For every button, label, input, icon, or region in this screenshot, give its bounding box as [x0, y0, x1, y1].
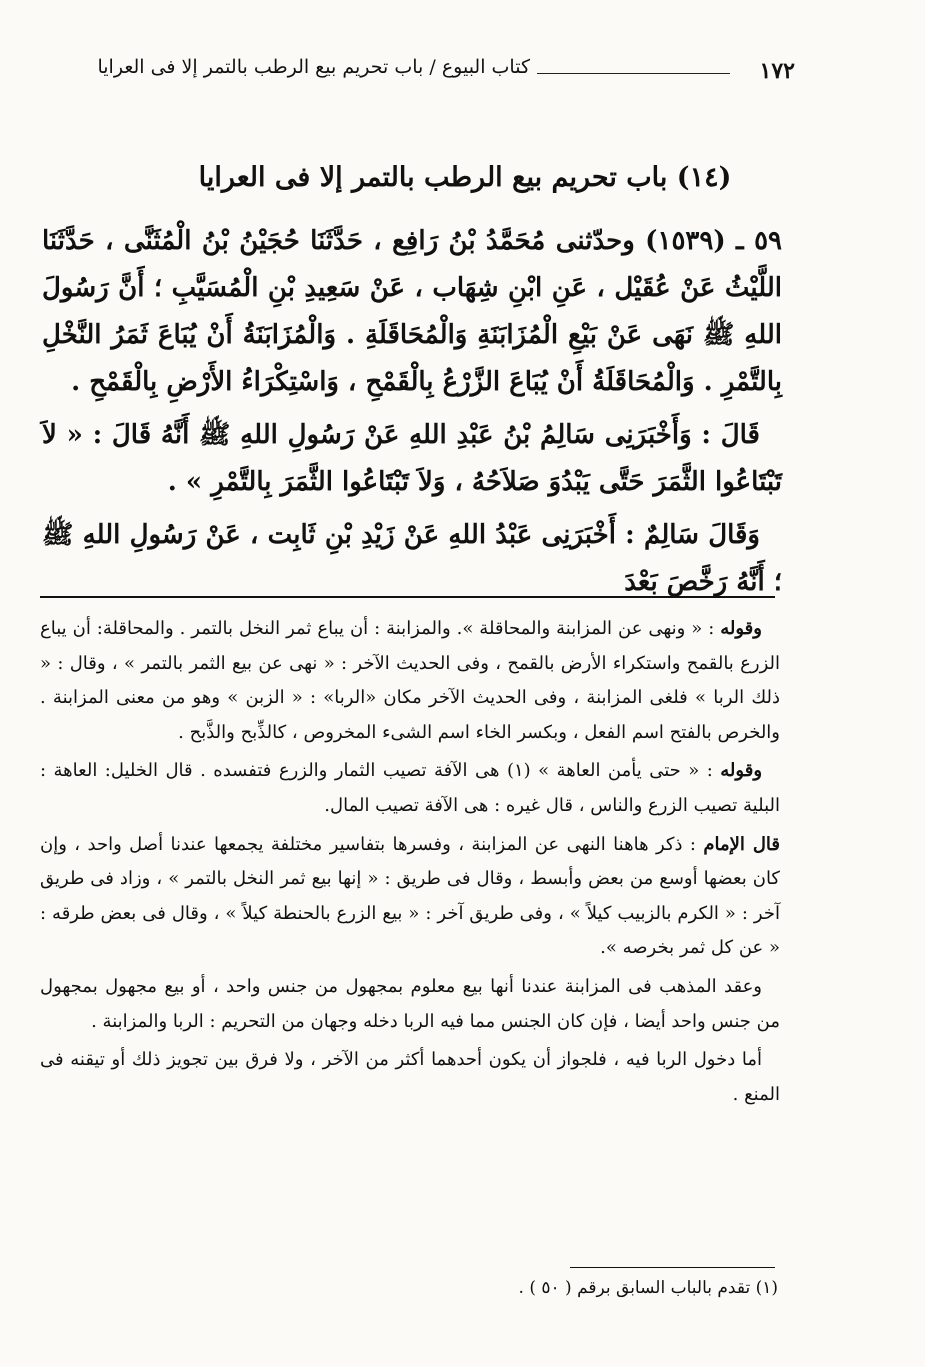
- commentary-text: : « حتى يأمن العاهة » (١) هى الآفة تصيب الثمار والزرع فتفسده . قال الخليل: العاهة : البلية تصيب الزرع والناس ، قال غيره : هى الآفة تصيب المال.: [40, 760, 780, 816]
- header-rule: [537, 73, 730, 74]
- commentary-paragraph-3: [40, 828, 780, 966]
- commentary-lead: وقوله: [720, 760, 763, 782]
- chapter-heading: (١٤) باب تحريم بيع الرطب بالتمر إلا فى العرايا: [198, 162, 732, 193]
- hadith-text: [42, 218, 782, 612]
- hadith-paragraph-3: وَقَالَ سَالِمٌ : أَخْبَرَنِى عَبْدُ اللهِ عَنْ زَيْدِ بْنِ ثَابِت ، عَنْ رَسُولِ اللهِ ﷺ ؛ أَنَّهُ رَخَّصَ بَعْدَ: [42, 520, 782, 597]
- hadith-paragraph-1: ٥٩ ـ (١٥٣٩) وحدّثنى مُحَمَّدُ بْنُ رَافِع ، حَدَّثَنَا حُجَيْنُ بْنُ الْمُثَنَّى ، حَدَّثَنَا اللَّيْثُ عَنْ عُقَيْل ، عَنِ ابْنِ شِهَاب ، عَنْ سَعِيدِ بْنِ الْمُسَيَّبِ ؛ أَنَّ رَسُولَ اللهِ ﷺ نَهَى عَنْ بَيْعِ الْمُزَابَنَةِ وَالْمُحَاقَلَةِ . وَالْمُزَابَنَةُ أَنْ يُبَاعَ ثَمَرُ النَّخْلِ بِالتَّمْرِ . وَالْمُحَاقَلَةُ أَنْ يُبَاعَ الزَّرْعُ بِالْقَمْحِ ، وَاسْتِكْرَاءُ الأَرْضِ بِالْقَمْحِ .: [42, 226, 782, 397]
- commentary-lead: قال الإمام: [703, 833, 780, 855]
- running-title: كتاب البيوع / باب تحريم بيع الرطب بالتمر إلا فى العرايا: [97, 56, 530, 78]
- commentary-divider: [40, 596, 775, 598]
- commentary-paragraph-1: [40, 612, 780, 750]
- commentary-lead: وقوله: [720, 618, 762, 639]
- footnote-divider: [570, 1267, 775, 1268]
- commentary-text: : ذكر هاهنا النهى عن المزابنة ، وفسرها بتفاسير مختلفة يجمعها عندنا أصل واحد ، وإن كان بعضها أوسع من بعض وأبسط ، وقال فى طريق : « إنها بيع ثمر النخل بالتمر » ، وزاد فى طريق آخر : « الكرم بالزبيب كيلاً » ، وفى طريق آخر : « بيع الزرع بالحنطة كيلاً » ، وقال فى بعض طرقه : « عن كل ثمر بخرصه ».: [40, 833, 780, 959]
- page-number: ١٧٢: [759, 58, 795, 84]
- footnote: (١) تقدم بالباب السابق برقم ( ٥٠ ) .: [518, 1278, 778, 1298]
- commentary: [40, 612, 780, 1116]
- commentary-text: : « ونهى عن المزابنة والمحاقلة ». والمزابنة : أن يباع ثمر النخل بالتمر . والمحاقلة: أن يباع الزرع بالقمح واستكراء الأرض بالقمح ، وفى الحديث الآخر : « نهى عن بيع الثمر بالتمر » ، وقال : « ذلك الربا » فلغى المزابنة ، وفى الحديث الآخر مكان «الربا» : « الزبن » وهو من معنى المزابنة . والخرص بالفتح اسم الفعل ، وبكسر الخاء اسم الشىء المخروص ، كالذِّبح والذَّبح .: [40, 618, 780, 743]
- commentary-paragraph-4: وعقد المذهب فى المزابنة عندنا أنها بيع معلوم بمجهول من جنس واحد ، أو بيع مجهول بمجهول من جنس واحد أيضا ، فإن كان الجنس مما فيه الربا دخله وجهان من التحريم : الربا والمزابنة .: [40, 975, 780, 1032]
- commentary-paragraph-2: [40, 754, 780, 823]
- commentary-paragraph-5: أما دخول الربا فيه ، فلجواز أن يكون أحدهما أكثر من الآخر ، ولا فرق بين تجويز ذلك أو تيقنه فى المنع .: [40, 1049, 780, 1105]
- hadith-paragraph-2: قَالَ : وَأَخْبَرَنِى سَالِمُ بْنُ عَبْدِ اللهِ عَنْ رَسُولِ اللهِ ﷺ أَنَّهُ قَالَ : « لاَ تَبْتَاعُوا الثَّمَرَ حَتَّى يَبْدُوَ صَلاَحُهُ ، وَلاَ تَبْتَاعُوا الثَّمَرَ بِالتَّمْرِ » .: [42, 420, 782, 497]
